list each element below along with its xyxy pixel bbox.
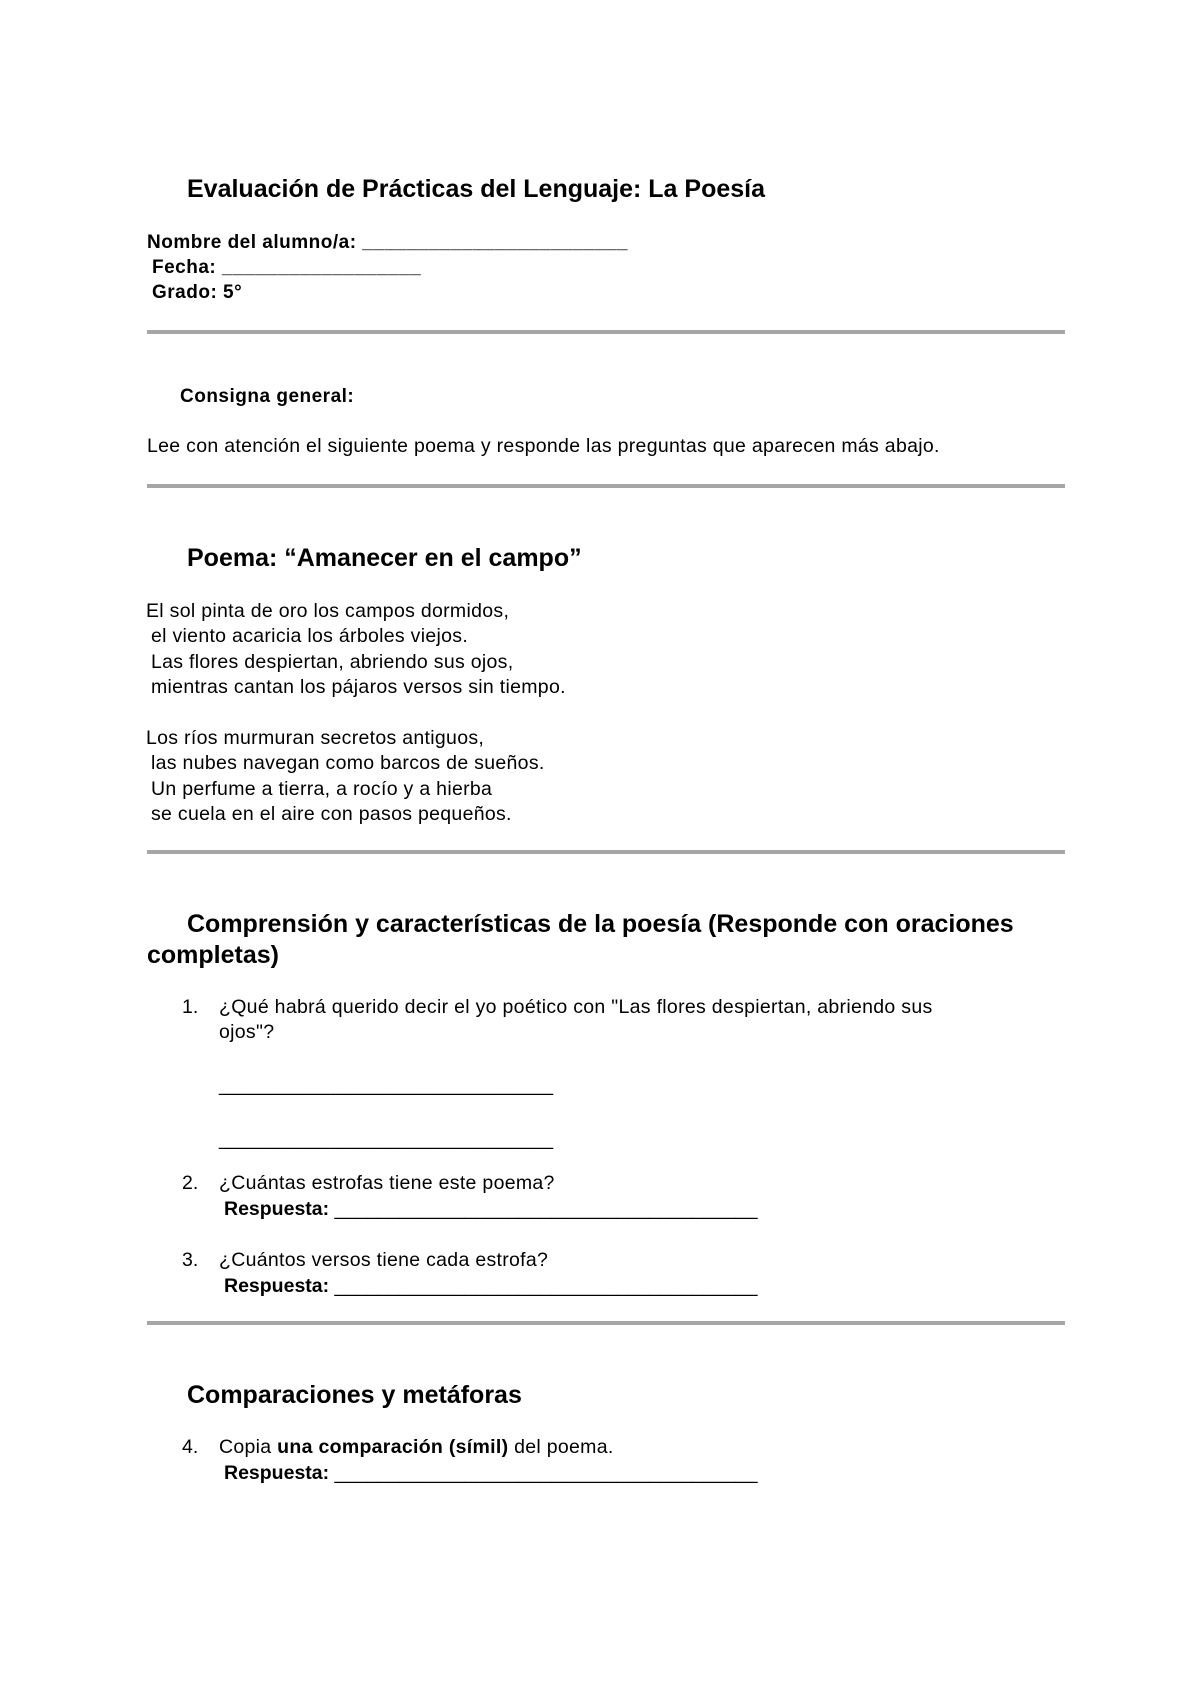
response-blank[interactable]: _______________________________________	[334, 1275, 758, 1297]
response-blank[interactable]: _______________________________________	[334, 1462, 758, 1484]
question-4-post: del poema.	[508, 1436, 614, 1458]
response-row[interactable]	[224, 1198, 758, 1221]
student-name-field[interactable]: Nombre del alumno/a: ________________________	[147, 232, 628, 253]
response-row[interactable]	[224, 1462, 758, 1485]
divider	[147, 330, 1065, 334]
question-number: 2.	[182, 1172, 199, 1194]
poem-verse: mientras cantan los pájaros versos sin tiempo.	[151, 676, 566, 698]
response-label: Respuesta:	[224, 1198, 330, 1220]
poem-verse: se cuela en el aire con pasos pequeños.	[151, 803, 512, 825]
poem-verse: el viento acaricia los árboles viejos.	[151, 625, 469, 647]
question-2-text: ¿Cuántas estrofas tiene este poema?	[219, 1172, 555, 1194]
divider	[147, 1321, 1065, 1325]
comparisons-heading: Comparaciones y metáforas	[187, 1381, 522, 1409]
poem-verse: El sol pinta de oro los campos dormidos,	[146, 600, 510, 622]
question-number: 1.	[182, 996, 199, 1018]
divider	[147, 484, 1065, 488]
question-1-text: ¿Qué habrá querido decir el yo poético con "Las flores despiertan, abriendo sus	[219, 996, 933, 1018]
grade-label: Grado: 5°	[152, 282, 243, 303]
poem-verse: Los ríos murmuran secretos antiguos,	[146, 727, 485, 749]
answer-line[interactable]: ______________________________	[219, 1074, 554, 1096]
response-label: Respuesta:	[224, 1275, 330, 1297]
poem-heading: Poema: “Amanecer en el campo”	[187, 544, 582, 572]
response-blank[interactable]: _______________________________________	[334, 1198, 758, 1220]
question-number: 4.	[182, 1436, 199, 1458]
poem-verse: Un perfume a tierra, a rocío y a hierba	[151, 778, 493, 800]
answer-line[interactable]: ______________________________	[219, 1128, 554, 1150]
question-4-emphasis: una comparación (símil)	[277, 1436, 509, 1458]
poem-verse: las nubes navegan como barcos de sueños.	[151, 752, 545, 774]
question-1-text-cont: ojos"?	[219, 1021, 275, 1043]
instructions-heading: Consigna general:	[180, 386, 355, 407]
response-row[interactable]	[224, 1275, 758, 1298]
comprehension-heading-line1: Comprensión y características de la poesía (Responde con oraciones	[187, 910, 1014, 938]
question-3-text: ¿Cuántos versos tiene cada estrofa?	[219, 1249, 549, 1271]
poem-verse: Las flores despiertan, abriendo sus ojos,	[151, 651, 514, 673]
question-4-text	[219, 1436, 614, 1459]
response-label: Respuesta:	[224, 1462, 330, 1484]
page-title: Evaluación de Prácticas del Lenguaje: La Poesía	[187, 175, 766, 203]
question-number: 3.	[182, 1249, 199, 1271]
date-field[interactable]: Fecha: __________________	[152, 257, 422, 278]
instructions-text: Lee con atención el siguiente poema y responde las preguntas que aparecen más abajo.	[147, 435, 940, 457]
divider	[147, 850, 1065, 854]
comprehension-heading-line2: completas)	[147, 941, 279, 969]
question-4-pre: Copia	[219, 1436, 278, 1458]
